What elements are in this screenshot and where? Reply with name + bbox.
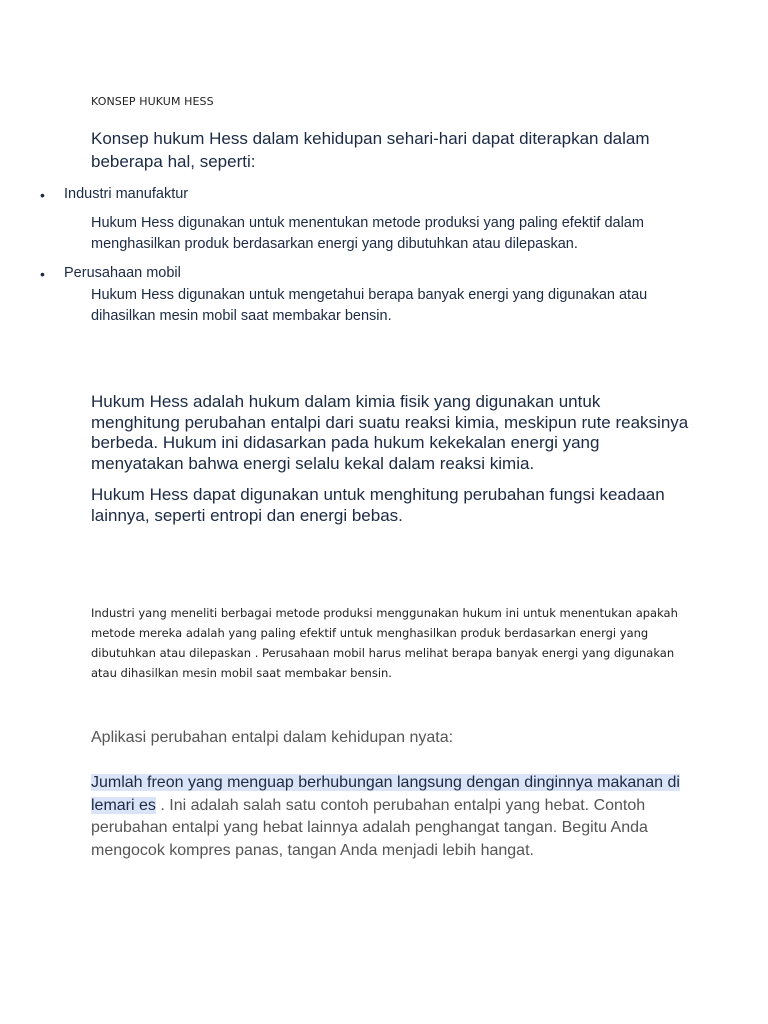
industry-summary-paragraph: Industri yang meneliti berbagai metode produksi menggunakan hukum ini untuk menentukan apakah metode mereka adalah yang paling efektif untuk menghasilkan produk berdasarkan energi yang dibutuhkan atau dilepaskan . Perusahaan mobil harus melihat berapa banyak energi yang digunakan atau dihasilkan mesin mobil saat membakar bensin. xyxy=(91,606,678,680)
hess-application-paragraph: Hukum Hess dapat digunakan untuk menghitung perubahan fungsi keadaan lainnya, seperti entropi dan energi bebas. xyxy=(91,485,665,525)
intro-paragraph: Konsep hukum Hess dalam kehidupan sehari-hari dapat diterapkan dalam beberapa hal, seperti: xyxy=(91,129,650,171)
bullet-label-industri: Industri manufaktur xyxy=(64,186,189,202)
bullet-label-mobil: Perusahaan mobil xyxy=(64,265,181,281)
application-title: Aplikasi perubahan entalpi dalam kehidupan nyata: xyxy=(91,729,454,746)
application-text: . Ini adalah salah satu contoh perubahan entalpi yang hebat. Contoh perubahan entalpi yang hebat lainnya adalah penghangat tangan. Begitu Anda mengocok kompres panas, tangan Anda menjadi lebih hangat. xyxy=(91,796,648,859)
hess-definition-paragraph: Hukum Hess adalah hukum dalam kimia fisik yang digunakan untuk menghitung perubahan entalpi dari suatu reaksi kimia, meskipun rute reaksinya berbeda. Hukum ini didasarkan pada hukum kekekalan energi yang menyatakan bahwa energi selalu kekal dalam reaksi kimia. xyxy=(91,392,689,473)
bullet-description-mobil: Hukum Hess digunakan untuk mengetahui berapa banyak energi yang digunakan atau dihasilkan mesin mobil saat membakar bensin. xyxy=(91,287,648,324)
highlighted-text: Jumlah freon yang menguap berhubungan langsung dengan dinginnya makanan di lemari es xyxy=(91,774,680,814)
application-paragraph xyxy=(91,772,691,862)
bullet-marker: • xyxy=(40,266,45,282)
document-heading: KONSEP HUKUM HESS xyxy=(91,95,214,108)
bullet-description-industri: Hukum Hess digunakan untuk menentukan metode produksi yang paling efektif dalam menghasilkan produk berdasarkan energi yang dibutuhkan atau dilepaskan. xyxy=(91,215,644,252)
bullet-marker: • xyxy=(40,187,45,203)
